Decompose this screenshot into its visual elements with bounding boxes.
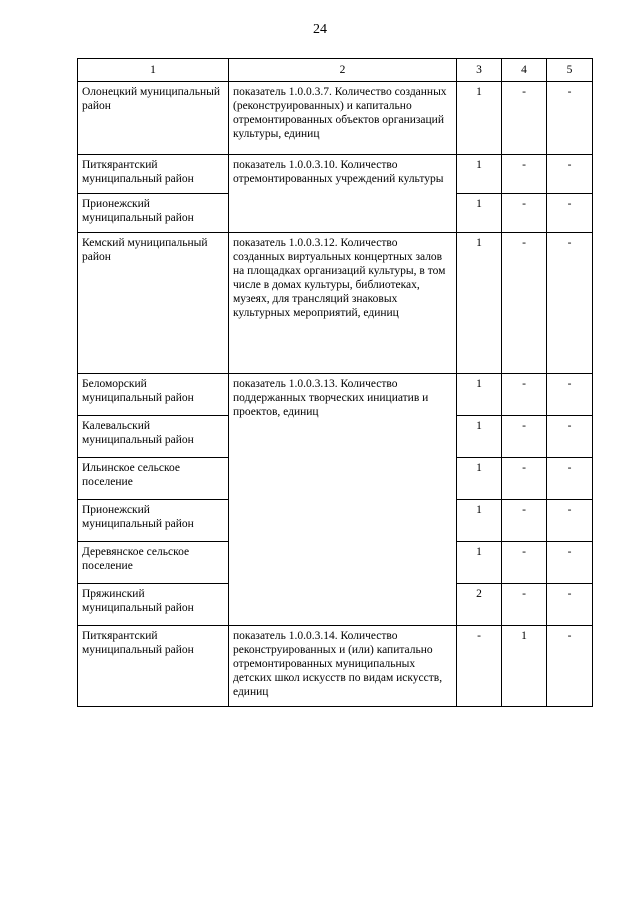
value-cell: - xyxy=(502,374,547,416)
area-cell: Прионежский муниципальный район xyxy=(78,500,229,542)
value-cell: 1 xyxy=(457,155,502,194)
value-cell: - xyxy=(547,82,593,155)
table-row xyxy=(78,155,593,194)
value-cell: - xyxy=(547,155,593,194)
value-cell: - xyxy=(547,500,593,542)
area-cell: Пряжинский муниципальный район xyxy=(78,584,229,626)
indicator-cell: показатель 1.0.0.3.7. Количество созданных (реконструированных) и капитально отремонтированных объектов организаций культуры, единиц xyxy=(229,82,457,155)
value-cell: - xyxy=(502,542,547,584)
table-header-row xyxy=(78,59,593,82)
value-cell: - xyxy=(547,374,593,416)
header-cell: 2 xyxy=(229,59,457,82)
table-row xyxy=(78,82,593,155)
value-cell: 1 xyxy=(457,374,502,416)
value-cell: 1 xyxy=(457,194,502,233)
area-cell: Питкярантский муниципальный район xyxy=(78,155,229,194)
area-cell: Питкярантский муниципальный район xyxy=(78,626,229,707)
area-cell: Беломорский муниципальный район xyxy=(78,374,229,416)
value-cell: 2 xyxy=(457,584,502,626)
value-cell: 1 xyxy=(457,82,502,155)
value-cell: - xyxy=(547,626,593,707)
indicator-cell: показатель 1.0.0.3.12. Количество созданных виртуальных концертных залов на площадках организаций культуры, в том числе в домах культуры, библиотеках, музеях, для трансляций знаковых культурных мероприятий, единиц xyxy=(229,233,457,374)
value-cell: 1 xyxy=(502,626,547,707)
value-cell: - xyxy=(502,233,547,374)
area-cell: Олонецкий муниципальный район xyxy=(78,82,229,155)
page-number: 24 xyxy=(313,22,327,37)
value-cell: - xyxy=(502,82,547,155)
data-table xyxy=(77,58,593,707)
indicator-cell: показатель 1.0.0.3.13. Количество поддержанных творческих инициатив и проектов, единиц xyxy=(229,374,457,626)
value-cell: - xyxy=(547,194,593,233)
header-cell: 3 xyxy=(457,59,502,82)
area-cell: Калевальский муниципальный район xyxy=(78,416,229,458)
value-cell: 1 xyxy=(457,416,502,458)
area-cell: Ильинское сельское поселение xyxy=(78,458,229,500)
indicator-cell: показатель 1.0.0.3.14. Количество реконструированных и (или) капитально отремонтированных муниципальных детских школ искусств по видам искусств, единиц xyxy=(229,626,457,707)
value-cell: - xyxy=(547,458,593,500)
table-row xyxy=(78,374,593,416)
area-cell: Деревянское сельское поселение xyxy=(78,542,229,584)
value-cell: 1 xyxy=(457,542,502,584)
value-cell: - xyxy=(547,233,593,374)
value-cell: - xyxy=(547,584,593,626)
value-cell: 1 xyxy=(457,500,502,542)
table-row xyxy=(78,233,593,374)
value-cell: - xyxy=(547,416,593,458)
value-cell: - xyxy=(502,155,547,194)
area-cell: Прионежский муниципальный район xyxy=(78,194,229,233)
value-cell: - xyxy=(547,542,593,584)
header-cell: 5 xyxy=(547,59,593,82)
value-cell: - xyxy=(457,626,502,707)
value-cell: 1 xyxy=(457,233,502,374)
area-cell: Кемский муниципальный район xyxy=(78,233,229,374)
value-cell: - xyxy=(502,416,547,458)
value-cell: - xyxy=(502,584,547,626)
value-cell: - xyxy=(502,458,547,500)
header-cell: 1 xyxy=(78,59,229,82)
value-cell: - xyxy=(502,194,547,233)
table-row xyxy=(78,626,593,707)
indicator-cell: показатель 1.0.0.3.10. Количество отремонтированных учреждений культуры xyxy=(229,155,457,233)
header-cell: 4 xyxy=(502,59,547,82)
value-cell: 1 xyxy=(457,458,502,500)
value-cell: - xyxy=(502,500,547,542)
